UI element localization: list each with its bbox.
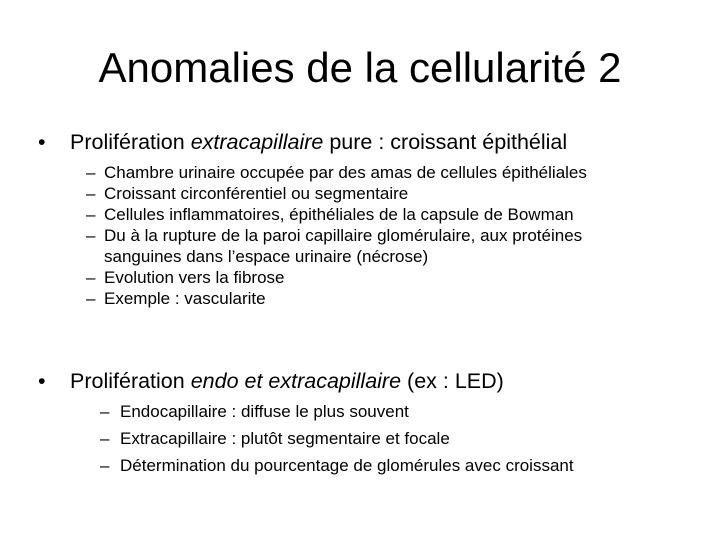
heading-emphasis: extracapillaire — [190, 130, 324, 154]
dash-marker: – — [100, 456, 110, 475]
sub-bullet-list — [38, 398, 698, 479]
list-item-text: Endocapillaire : diffuse le plus souvent — [120, 402, 409, 421]
list-item — [38, 452, 698, 479]
dash-marker: – — [86, 184, 96, 203]
heading-suffix: pure : croissant épithélial — [323, 130, 568, 154]
list-item — [38, 162, 698, 183]
list-item — [38, 398, 698, 425]
heading-suffix: (ex : LED) — [401, 369, 504, 393]
bullet-heading-text — [70, 367, 504, 395]
dash-marker: – — [86, 289, 96, 308]
sub-bullet-list — [38, 162, 698, 309]
list-item-text: Détermination du pourcentage de glomérules avec croissant — [120, 456, 574, 475]
bullet-heading — [38, 367, 698, 395]
bullet-heading-text — [70, 128, 567, 156]
list-item-text: Du à la rupture de la paroi capillaire glomérulaire, aux protéines sanguines dans l’espace urinaire (nécrose) — [104, 226, 583, 266]
list-item-text: Croissant circonférentiel ou segmentaire — [104, 184, 409, 203]
slide-title: Anomalies de la cellularité 2 — [98, 44, 622, 91]
list-item-text: Cellules inflammatoires, épithéliales de la capsule de Bowman — [104, 205, 574, 224]
section-extracapillaire — [38, 128, 698, 309]
list-item — [38, 204, 698, 225]
list-item — [38, 288, 698, 309]
heading-prefix: Prolifération — [70, 369, 191, 393]
section-endo-extracapillaire — [38, 367, 698, 479]
list-item — [38, 225, 698, 267]
dash-marker: – — [86, 268, 96, 287]
heading-prefix: Prolifération — [70, 130, 191, 154]
list-item — [38, 425, 698, 452]
list-item-text: Exemple : vascularite — [104, 289, 266, 308]
bullet-marker: • — [38, 369, 46, 393]
list-item-text: Chambre urinaire occupée par des amas de cellules épithéliales — [104, 163, 587, 182]
heading-emphasis: endo et extracapillaire — [190, 369, 402, 393]
bullet-heading — [38, 128, 698, 156]
dash-marker: – — [86, 205, 96, 224]
bullet-marker: • — [38, 130, 46, 154]
dash-marker: – — [100, 429, 110, 448]
dash-marker: – — [86, 226, 96, 245]
dash-marker: – — [86, 163, 96, 182]
list-item — [38, 183, 698, 204]
dash-marker: – — [100, 402, 110, 421]
list-item — [38, 267, 698, 288]
list-item-text: Evolution vers la fibrose — [104, 268, 285, 287]
list-item-text: Extracapillaire : plutôt segmentaire et focale — [120, 429, 450, 448]
